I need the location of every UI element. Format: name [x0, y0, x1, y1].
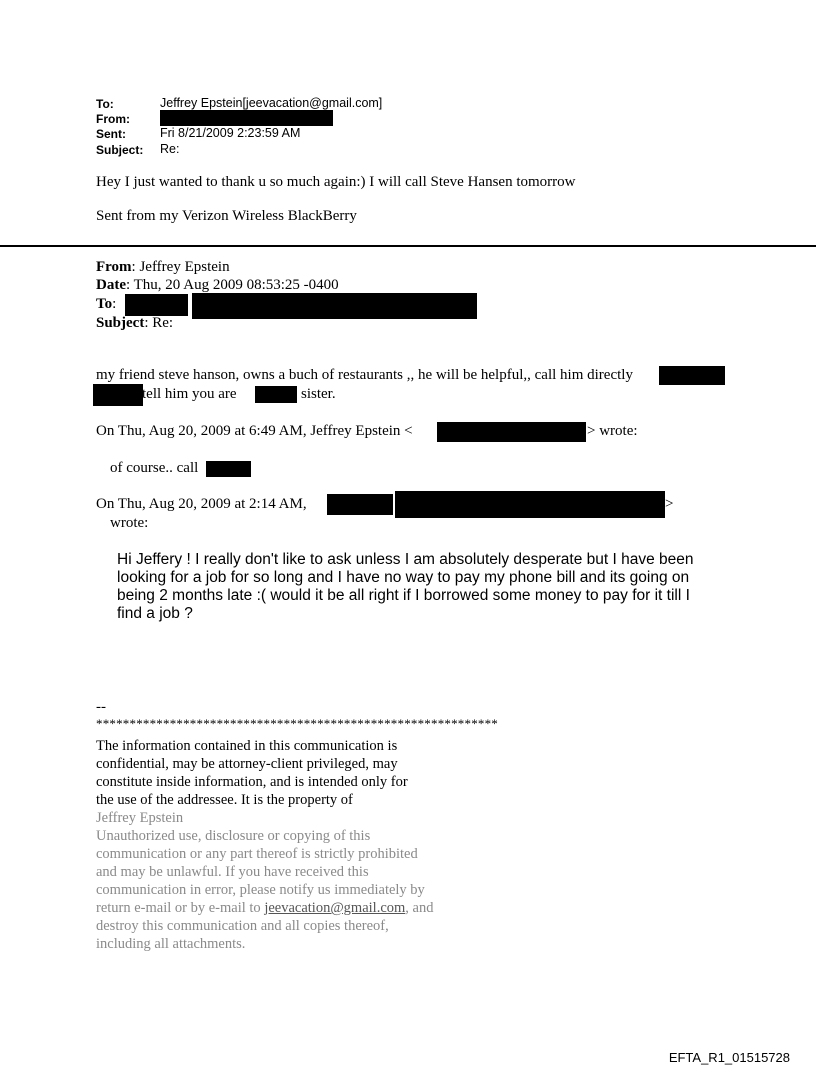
reply-attribution: On Thu, Aug 20, 2009 at 2:14 AM,: [96, 496, 307, 512]
message-line: Hey I just wanted to thank u so much again:) I will call Steve Hansen tomorrow: [96, 174, 576, 190]
original-message-line: looking for a job for so long and I have no way to pay my phone bill and its going on: [117, 569, 690, 586]
disclaimer-line: The information contained in this communication is: [96, 738, 398, 754]
disclaimer-line: return e-mail or by e-mail to jeevacation@gmail.com, and: [96, 900, 434, 916]
quoted-body-line: my friend steve hanson, owns a buch of restaurants ,, he will be helpful,, call him directly: [96, 367, 633, 383]
quoted-date: Date: Thu, 20 Aug 2009 08:53:25 -0400: [96, 277, 339, 293]
to-label: To:: [96, 97, 114, 111]
document-id: EFTA_R1_01515728: [668, 1050, 790, 1065]
redaction-box: [255, 386, 297, 403]
disclaimer-line: destroy this communication and all copies thereof,: [96, 918, 389, 934]
redaction-box: [659, 366, 725, 385]
quoted-body-line: tell him you are: [142, 386, 237, 402]
quoted-from: From: Jeffrey Epstein: [96, 259, 230, 275]
quoted-body-line: sister.: [301, 386, 336, 402]
original-message-line: being 2 months late :( would it be all right if I borrowed some money to pay for it till I: [117, 587, 690, 604]
disclaimer: [96, 737, 433, 953]
quoted-body-line: of course.. call: [110, 460, 199, 476]
subject-value: Re:: [160, 142, 180, 156]
to-value: Jeffrey Epstein[jeevacation@gmail.com]: [160, 96, 383, 110]
redaction-box: [160, 110, 333, 126]
disclaimer-line: constitute inside information, and is intended only for: [96, 774, 408, 790]
sent-value: Fri 8/21/2009 2:23:59 AM: [160, 126, 301, 140]
redaction-box: [395, 491, 665, 518]
reply-attribution: >: [665, 496, 674, 512]
email-link[interactable]: jeevacation@gmail.com: [264, 900, 406, 916]
disclaimer-line: communication or any part thereof is strictly prohibited: [96, 846, 418, 862]
redaction-box: [125, 294, 188, 316]
disclaimer-line: the use of the addressee. It is the property of: [96, 792, 353, 808]
redaction-box: [93, 384, 143, 406]
signature-stars: ************************************************************: [96, 716, 498, 731]
reply-attribution: On Thu, Aug 20, 2009 at 6:49 AM, Jeffrey Epstein <: [96, 423, 413, 439]
disclaimer-line: Jeffrey Epstein: [96, 810, 184, 826]
quoted-subject: Subject: Re:: [96, 315, 174, 331]
reply-attribution: wrote:: [110, 515, 149, 531]
quoted-to: To:: [96, 296, 117, 312]
disclaimer-line: communication in error, please notify us immediately by: [96, 882, 425, 898]
redaction-box: [206, 461, 251, 477]
sent-label: Sent:: [96, 127, 126, 141]
disclaimer-line: Unauthorized use, disclosure or copying of this: [96, 828, 371, 844]
original-message: [117, 551, 694, 623]
original-message-line: find a job ?: [117, 605, 193, 622]
disclaimer-line: and may be unlawful. If you have received this: [96, 864, 369, 880]
disclaimer-line: confidential, may be attorney-client privileged, may: [96, 756, 398, 772]
separator-line: [0, 245, 816, 247]
disclaimer-line: including all attachments.: [96, 936, 246, 952]
redaction-box: [437, 422, 586, 442]
subject-label: Subject:: [96, 143, 144, 157]
from-label: From:: [96, 112, 130, 126]
redaction-box: [327, 494, 393, 515]
message-signature-line: Sent from my Verizon Wireless BlackBerry: [96, 208, 357, 224]
redaction-box: [192, 293, 477, 319]
original-message-line: Hi Jeffery ! I really don't like to ask unless I am absolutely desperate but I have been: [117, 551, 694, 568]
signature-dashes: --: [96, 699, 106, 715]
reply-attribution: > wrote:: [587, 423, 638, 439]
